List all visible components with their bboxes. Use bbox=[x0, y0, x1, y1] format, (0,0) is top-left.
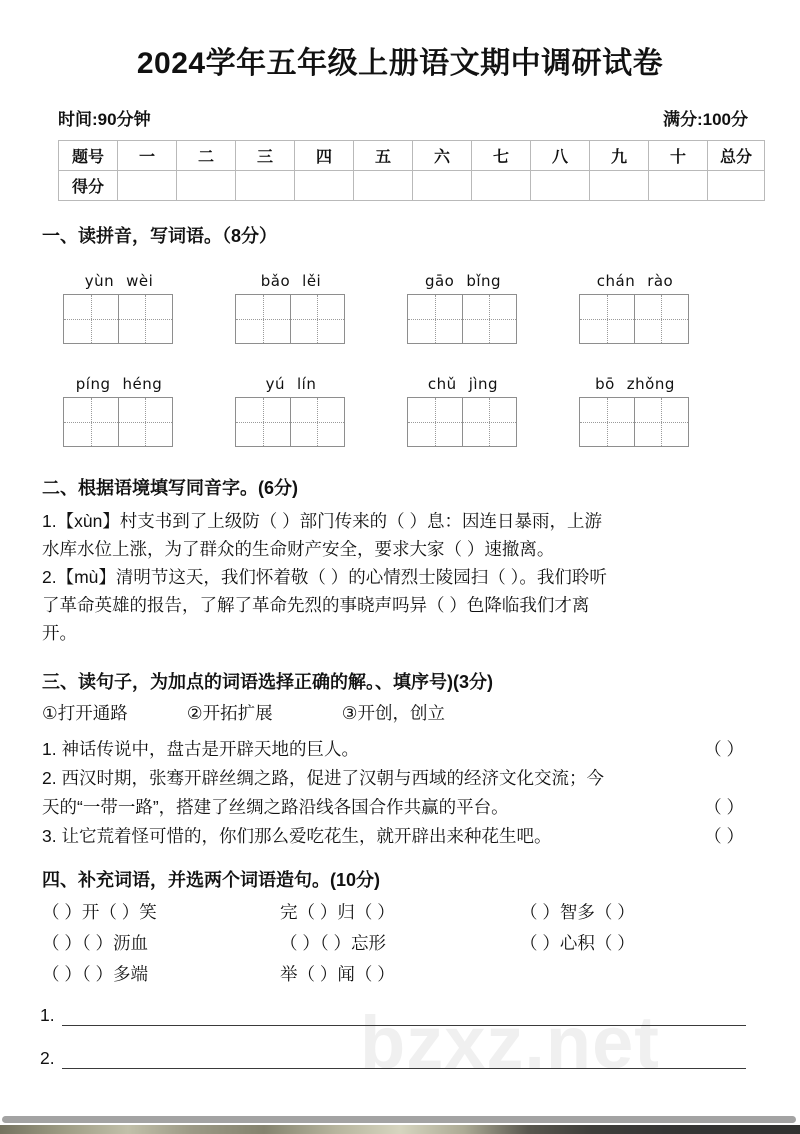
section-three-question-2-cont bbox=[42, 792, 744, 822]
pinyin-group-5 bbox=[63, 375, 175, 447]
pinyin-label-8: bō zhǒng bbox=[595, 375, 675, 393]
score-table bbox=[58, 140, 765, 201]
section-three-question-2 bbox=[42, 763, 744, 793]
score-table-col-2: 二 bbox=[177, 141, 236, 171]
idiom-item[interactable]: （ ）（ ）沥血 bbox=[42, 933, 148, 953]
tianzige-cell[interactable] bbox=[462, 398, 517, 446]
sentence-answer-line-1[interactable] bbox=[40, 1005, 746, 1026]
section-two-heading: 二、根据语境填写同音字。(6分) bbox=[42, 478, 298, 498]
pinyin-label-2: bǎo lěi bbox=[260, 272, 322, 290]
section-two-item1-line1: 1.【xùn】村支书到了上级防（ ）部门传来的（ ）息：因连日暴雨，上游 bbox=[42, 511, 603, 531]
section-three-question-3 bbox=[42, 821, 744, 851]
section-one-heading: 一、读拼音，写词语。（8分） bbox=[42, 226, 278, 246]
score-cell-3[interactable] bbox=[236, 171, 295, 201]
answer-line-number: 1. bbox=[40, 1005, 55, 1025]
score-table-col-10: 十 bbox=[649, 141, 708, 171]
table-row-question-numbers bbox=[59, 141, 765, 171]
section-three-heading: 三、读句子，为加点的词语选择正确的解。、填序号)(3分) bbox=[42, 672, 493, 692]
tianzige-cell[interactable] bbox=[290, 398, 345, 446]
score-table-col-6: 六 bbox=[413, 141, 472, 171]
idiom-item[interactable]: 举（ ）闻（ ） bbox=[280, 964, 395, 984]
tianzige-box-1[interactable] bbox=[63, 294, 173, 344]
score-table-col-3: 三 bbox=[236, 141, 295, 171]
score-table-col-9: 九 bbox=[590, 141, 649, 171]
idiom-row-2 bbox=[42, 927, 742, 958]
score-cell-total[interactable] bbox=[708, 171, 765, 201]
pinyin-group-8 bbox=[579, 375, 691, 447]
idiom-row-1 bbox=[42, 896, 742, 927]
score-table-col-7: 七 bbox=[472, 141, 531, 171]
question-text: 1. 神话传说中，盘古是开辟天地的巨人。 bbox=[42, 739, 359, 759]
pinyin-group-6 bbox=[235, 375, 347, 447]
section-two-item2-line1: 2.【mù】清明节这天，我们怀着敬（ ）的心情烈士陵园扫（ ）。我们聆听 bbox=[42, 567, 607, 587]
pinyin-label-5: píng héng bbox=[75, 375, 163, 393]
tianzige-box-8[interactable] bbox=[579, 397, 689, 447]
tianzige-box-5[interactable] bbox=[63, 397, 173, 447]
answer-blank[interactable]: （ ） bbox=[704, 826, 744, 846]
section-two-item1-line2: 水库水位上涨，为了群众的生命财产安全，要求大家（ ）速撤离。 bbox=[42, 539, 555, 559]
section-three-options bbox=[42, 698, 445, 728]
answer-blank[interactable]: （ ） bbox=[704, 797, 744, 817]
tianzige-cell[interactable] bbox=[580, 398, 634, 446]
next-page-preview-strip bbox=[0, 1125, 800, 1134]
tianzige-cell[interactable] bbox=[634, 295, 689, 343]
idiom-item[interactable]: （ ）开（ ）笑 bbox=[42, 902, 157, 922]
exam-duration-label: 时间:90分钟 bbox=[58, 110, 151, 129]
tianzige-cell[interactable] bbox=[64, 398, 118, 446]
score-cell-10[interactable] bbox=[649, 171, 708, 201]
exam-meta-row bbox=[58, 105, 748, 130]
score-cell-6[interactable] bbox=[413, 171, 472, 201]
score-table-col-1: 一 bbox=[118, 141, 177, 171]
score-table-row-header-score: 得分 bbox=[59, 171, 118, 201]
pinyin-group-7 bbox=[407, 375, 519, 447]
table-row-scores bbox=[59, 171, 765, 201]
score-table-row-header-question: 题号 bbox=[59, 141, 118, 171]
idiom-item[interactable]: （ ）（ ）忘形 bbox=[280, 933, 386, 953]
score-table-col-5: 五 bbox=[354, 141, 413, 171]
tianzige-cell[interactable] bbox=[290, 295, 345, 343]
page-title: 2024学年五年级上册语文期中调研试卷 bbox=[136, 47, 664, 80]
answer-rule[interactable] bbox=[62, 1048, 746, 1069]
question-text: 天的“一带一路”，搭建了丝绸之路沿线各国合作共赢的平台。 bbox=[42, 797, 509, 817]
section-three-question-1 bbox=[42, 734, 744, 764]
tianzige-cell[interactable] bbox=[634, 398, 689, 446]
answer-line-number: 2. bbox=[40, 1048, 55, 1068]
option-1: ①打开通路 bbox=[42, 703, 128, 723]
tianzige-box-7[interactable] bbox=[407, 397, 517, 447]
pinyin-group-3 bbox=[407, 272, 519, 344]
tianzige-box-6[interactable] bbox=[235, 397, 345, 447]
score-table-col-4: 四 bbox=[295, 141, 354, 171]
tianzige-box-2[interactable] bbox=[235, 294, 345, 344]
score-cell-2[interactable] bbox=[177, 171, 236, 201]
pinyin-label-3: gāo bǐng bbox=[424, 272, 502, 290]
section-four-heading: 四、补充词语，并选两个词语造句。(10分) bbox=[42, 870, 381, 890]
pinyin-label-6: yú lín bbox=[265, 375, 317, 393]
section-two-item2-line3: 开。 bbox=[42, 623, 77, 643]
pinyin-group-2 bbox=[235, 272, 347, 344]
score-cell-4[interactable] bbox=[295, 171, 354, 201]
option-2: ②开拓扩展 bbox=[186, 703, 273, 723]
score-cell-7[interactable] bbox=[472, 171, 531, 201]
tianzige-cell[interactable] bbox=[462, 295, 517, 343]
tianzige-box-3[interactable] bbox=[407, 294, 517, 344]
score-cell-5[interactable] bbox=[354, 171, 413, 201]
exam-full-score-label: 满分:100分 bbox=[662, 110, 748, 129]
score-table-col-total: 总分 bbox=[708, 141, 765, 171]
tianzige-cell[interactable] bbox=[118, 295, 173, 343]
idiom-item[interactable]: （ ）（ ）多端 bbox=[42, 964, 148, 984]
sentence-answer-line-2[interactable] bbox=[40, 1048, 746, 1069]
pinyin-group-4 bbox=[579, 272, 691, 344]
score-cell-8[interactable] bbox=[531, 171, 590, 201]
watermark: bzxz.net bbox=[360, 1001, 660, 1084]
tianzige-cell[interactable] bbox=[408, 398, 462, 446]
tianzige-cell[interactable] bbox=[118, 398, 173, 446]
answer-blank[interactable]: （ ） bbox=[704, 739, 744, 759]
pinyin-group-1 bbox=[63, 272, 175, 344]
question-text: 2. 西汉时期，张骞开辟丝绸之路，促进了汉朝与西域的经济文化交流；今 bbox=[42, 768, 604, 788]
idiom-item[interactable]: （ ）心积（ ） bbox=[520, 933, 635, 953]
tianzige-cell[interactable] bbox=[64, 295, 118, 343]
idiom-item[interactable]: （ ）智多（ ） bbox=[520, 902, 635, 922]
horizontal-scrollbar[interactable] bbox=[2, 1116, 796, 1123]
idiom-item[interactable]: 完（ ）归（ ） bbox=[280, 902, 395, 922]
pinyin-label-7: chǔ jìng bbox=[427, 375, 499, 393]
section-two-item2-line2: 了革命英雄的报告，了解了革命先烈的事晓声吗异（ ）色降临我们才离 bbox=[42, 595, 590, 615]
score-cell-1[interactable] bbox=[118, 171, 177, 201]
option-3: ③开创，创立 bbox=[341, 703, 445, 723]
tianzige-cell[interactable] bbox=[580, 295, 634, 343]
tianzige-cell[interactable] bbox=[236, 398, 290, 446]
answer-rule[interactable] bbox=[62, 1005, 746, 1026]
idiom-row-3 bbox=[42, 958, 742, 989]
idiom-fill-grid bbox=[42, 896, 742, 989]
question-text: 3. 让它荒着怪可惜的，你们那么爱吃花生，就开辟出来种花生吧。 bbox=[42, 826, 552, 846]
tianzige-box-4[interactable] bbox=[579, 294, 689, 344]
pinyin-label-1: yùn wèi bbox=[84, 272, 154, 290]
score-cell-9[interactable] bbox=[590, 171, 649, 201]
tianzige-cell[interactable] bbox=[236, 295, 290, 343]
tianzige-cell[interactable] bbox=[408, 295, 462, 343]
pinyin-label-4: chán rào bbox=[596, 272, 674, 290]
score-table-col-8: 八 bbox=[531, 141, 590, 171]
